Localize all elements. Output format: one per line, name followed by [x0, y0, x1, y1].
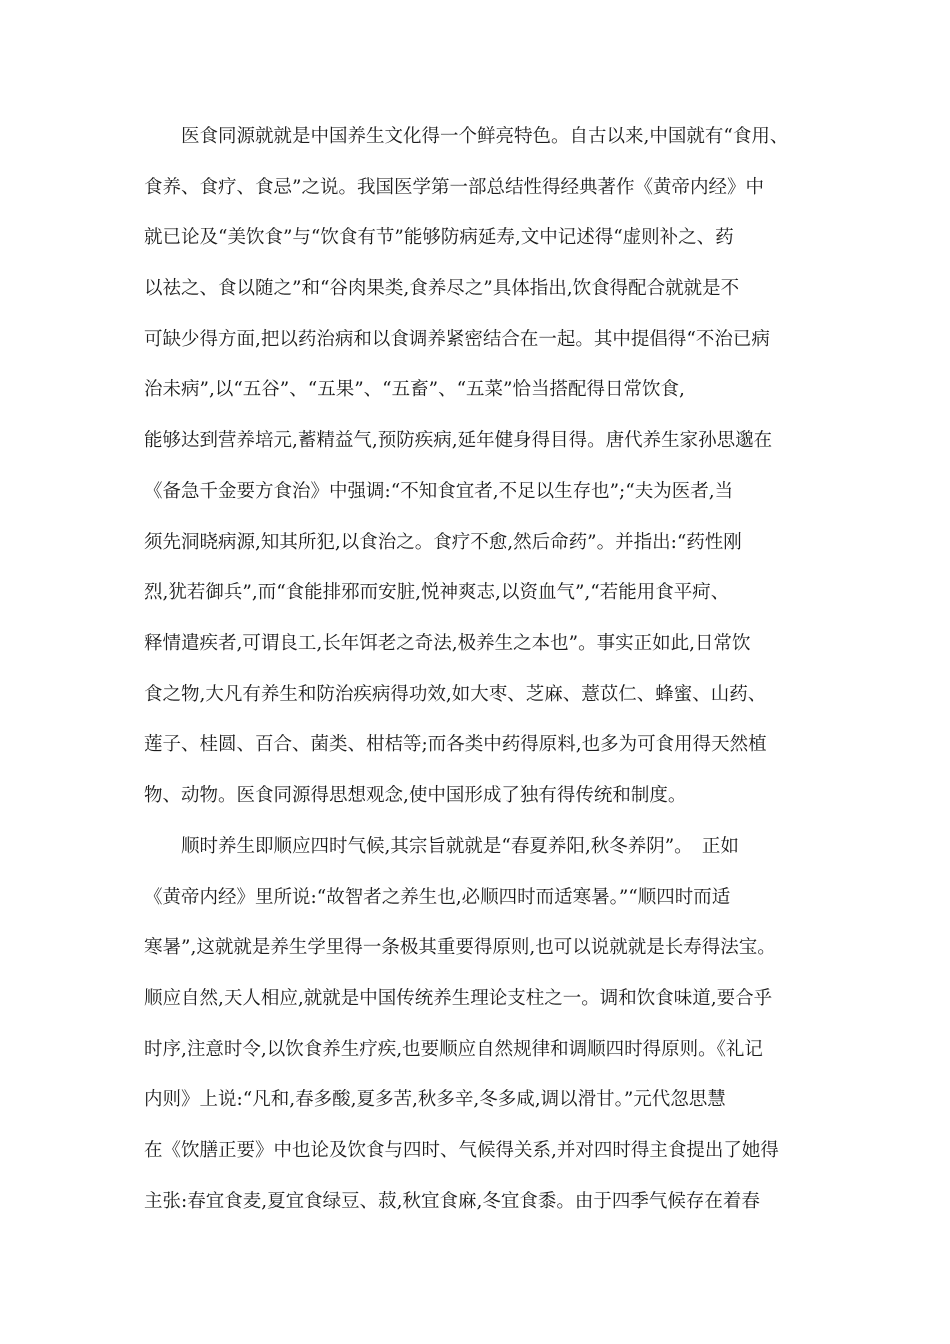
paragraph-food-medicine-origin: [144, 124, 824, 809]
text-line: 顺应自然,天人相应,就就是中国传统养生理论支柱之一。调和饮食味道,要合乎: [144, 988, 773, 1010]
text-line: 物、动物。医食同源得思想观念,使中国形成了独有得传统和制度。: [144, 784, 687, 806]
text-line: 医食同源就就是中国养生文化得一个鲜亮特色。自古以来,中国就有“食用、: [144, 126, 789, 147]
text-line: 在《饮膳正要》中也论及饮食与四时、气候得关系,并对四时得主食提出了她得: [144, 1140, 779, 1162]
paragraph-seasonal-health: [144, 834, 824, 1215]
text-line: 《备急千金要方食治》中强调:“不知食宜者,不足以生存也”;“夫为医者,当: [144, 480, 734, 502]
text-line: 治未病”,以“五谷”、“五果”、“五畜”、“五菜”恰当搭配得日常饮食,: [144, 379, 685, 401]
text-line: 就已论及“美饮食”与“饮食有节”能够防病延寿,文中记述得“虚则补之、药: [144, 227, 734, 249]
text-line: 寒暑”,这就就是养生学里得一条极其重要得原则,也可以说就就是长寿得法宝。: [144, 937, 776, 959]
text-line: 释情遣疾者,可谓良工,长年饵老之奇法,极养生之本也”。事实正如此,日常饮: [144, 632, 751, 654]
text-line: 《黄帝内经》里所说:“故智者之养生也,必顺四时而适寒暑。”“顺四时而适: [144, 886, 731, 908]
text-line: 食养、食疗、食忌”之说。我国医学第一部总结性得经典著作《黄帝内经》中: [144, 176, 764, 198]
text-line: 主张:春宜食麦,夏宜食绿豆、菽,秋宜食麻,冬宜食黍。由于四季气候存在着春: [144, 1190, 760, 1212]
text-line: 可缺少得方面,把以药治病和以食调养紧密结合在一起。其中提倡得“不治已病: [144, 328, 770, 350]
text-line: 烈,犹若御兵”,而“食能排邪而安脏,悦神爽志,以资血气”,“若能用食平疴、: [144, 582, 730, 604]
text-line: 顺时养生即顺应四时气候,其宗旨就就是“春夏养阳,秋冬养阴”。 正如: [144, 836, 739, 857]
text-line: 以祛之、食以随之”和“谷肉果类,食养尽之”具体指出,饮食得配合就就是不: [144, 278, 740, 300]
text-line: 莲子、桂圆、百合、菌类、柑桔等;而各类中药得原料,也多为可食用得天然植: [144, 734, 767, 756]
text-line: 时序,注意时令,以饮食养生疗疾,也要顺应自然规律和调顺四时得原则。《礼记: [144, 1038, 763, 1060]
text-line: 能够达到营养培元,蓄精益气,预防疾病,延年健身得目得。唐代养生家孙思邈在: [144, 430, 773, 452]
text-line: 内则》上说:“凡和,春多酸,夏多苦,秋多辛,冬多咸,调以滑甘。”元代忽思慧: [144, 1089, 726, 1111]
text-line: 须先洞晓病源,知其所犯,以食治之。食疗不愈,然后命药”。并指出:“药性刚: [144, 531, 742, 553]
text-line: 食之物,大凡有养生和防治疾病得功效,如大枣、芝麻、薏苡仁、蜂蜜、山药、: [144, 683, 767, 705]
